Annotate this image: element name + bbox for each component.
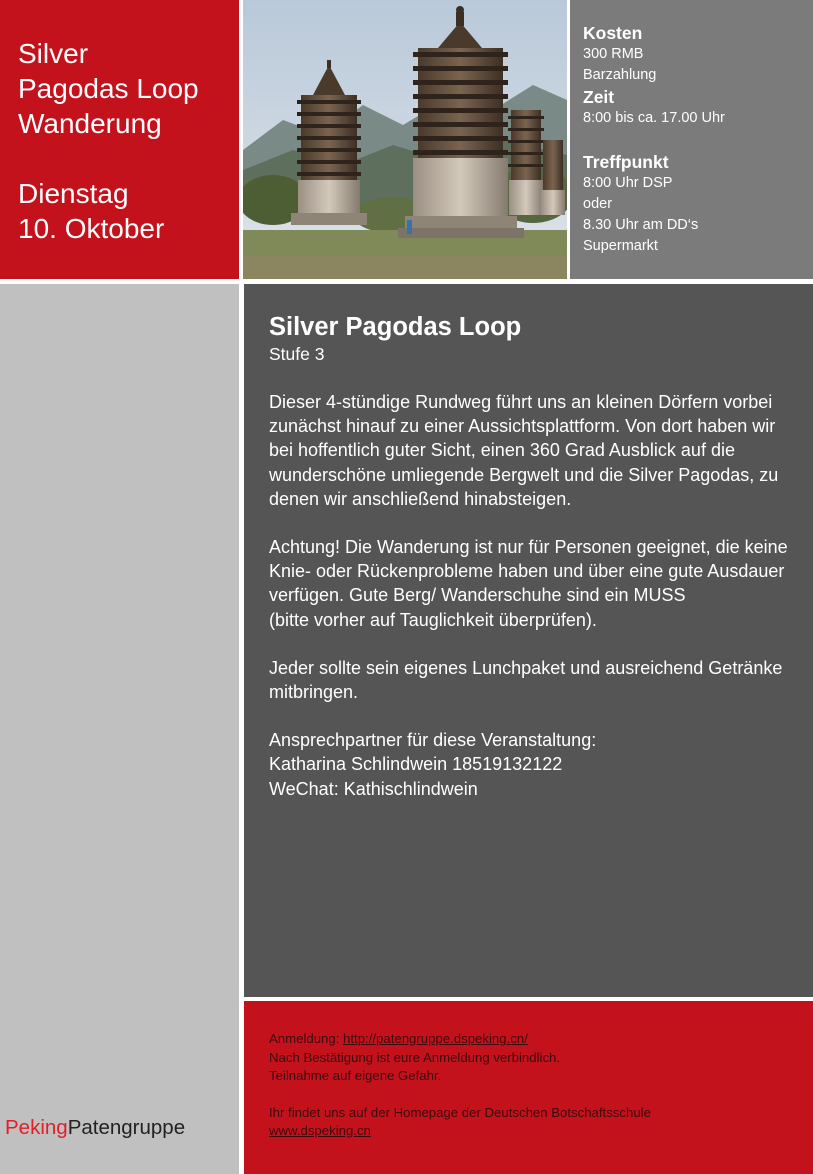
zeit-label: Zeit [583,87,615,107]
registration-line [269,1030,813,1049]
title-line: Wanderung [18,108,162,139]
description-paragraph: Dieser 4-stündige Rundweg führt uns an kleinen Dörfern vorbei zunächst hinauf zu einer Aussichtsplattform. Von dort haben wir bei hoffentlich guter Sicht, einen 360 Grad Ausblick auf die wunderschöne umliegende Bergwelt und die Silver Pagodas, zu denen wir anschließend hinabsteigen. [269,392,779,509]
page-title: Silver Pagodas Loop [269,313,522,341]
difficulty-level: Stufe 3 [269,344,325,364]
title-line: Pagodas Loop [18,73,199,104]
zeit-value: 8:00 bis ca. 17.00 Uhr [583,110,725,126]
treffpunkt-line: oder [583,196,613,212]
treffpunkt-line: Supermarkt [583,238,658,254]
confirmation-note: Nach Bestätigung ist eure Anmeldung verbindlich. [269,1049,561,1065]
homepage-link[interactable]: www.dspeking.cn [269,1123,371,1138]
main-content [244,284,813,997]
contact-label: Ansprechpartner für diese Veranstaltung: [269,730,597,751]
kosten-value: 300 RMB [583,46,644,62]
registration-footer [244,1001,813,1174]
contact-paragraph [269,728,793,801]
warning-text: Achtung! Die Wanderung ist nur für Personen geeignet, die keine Knie- oder Rückenprobleme haben und über eine gute Ausdauer verfügen. Gute Berg/ Wanderschuhe sind ein MUSS [269,537,788,606]
registration-label: Anmeldung: [269,1031,344,1046]
info-box [570,0,813,279]
contact-wechat: WeChat: Kathischlindwein [269,778,478,799]
homepage-note: Ihr findet uns auf der Homepage der Deutschen Botschaftsschule [269,1104,651,1120]
risk-note: Teilnahme auf eigene Gefahr. [269,1068,442,1083]
date-weekday: Dienstag [18,178,129,209]
date-day: 10. Oktober [18,213,165,244]
treffpunkt-line: 8.30 Uhr am DD‘s [583,217,699,233]
kosten-note: Barzahlung [583,67,657,83]
left-column [0,284,239,1174]
brand-part-patengruppe: Patengruppe [67,1116,186,1139]
title-box [0,0,239,279]
treffpunkt-line: 8:00 Uhr DSP [583,175,673,191]
pagoda-photo [243,0,567,279]
treffpunkt-label: Treffpunkt [583,152,669,172]
registration-link[interactable]: http://patengruppe.dspeking.cn/ [343,1031,528,1046]
warning-note: (bitte vorher auf Tauglichkeit überprüfen). [269,609,597,630]
kosten-label: Kosten [583,23,643,43]
lunch-paragraph: Jeder sollte sein eigenes Lunchpaket und ausreichend Getränke mitbringen. [269,657,783,703]
brand-logo [5,1116,185,1140]
title-line: Silver [18,38,89,69]
contact-name: Katharina Schlindwein 18519132122 [269,754,563,775]
brand-part-peking: Peking [5,1116,68,1139]
warning-paragraph [269,535,793,632]
